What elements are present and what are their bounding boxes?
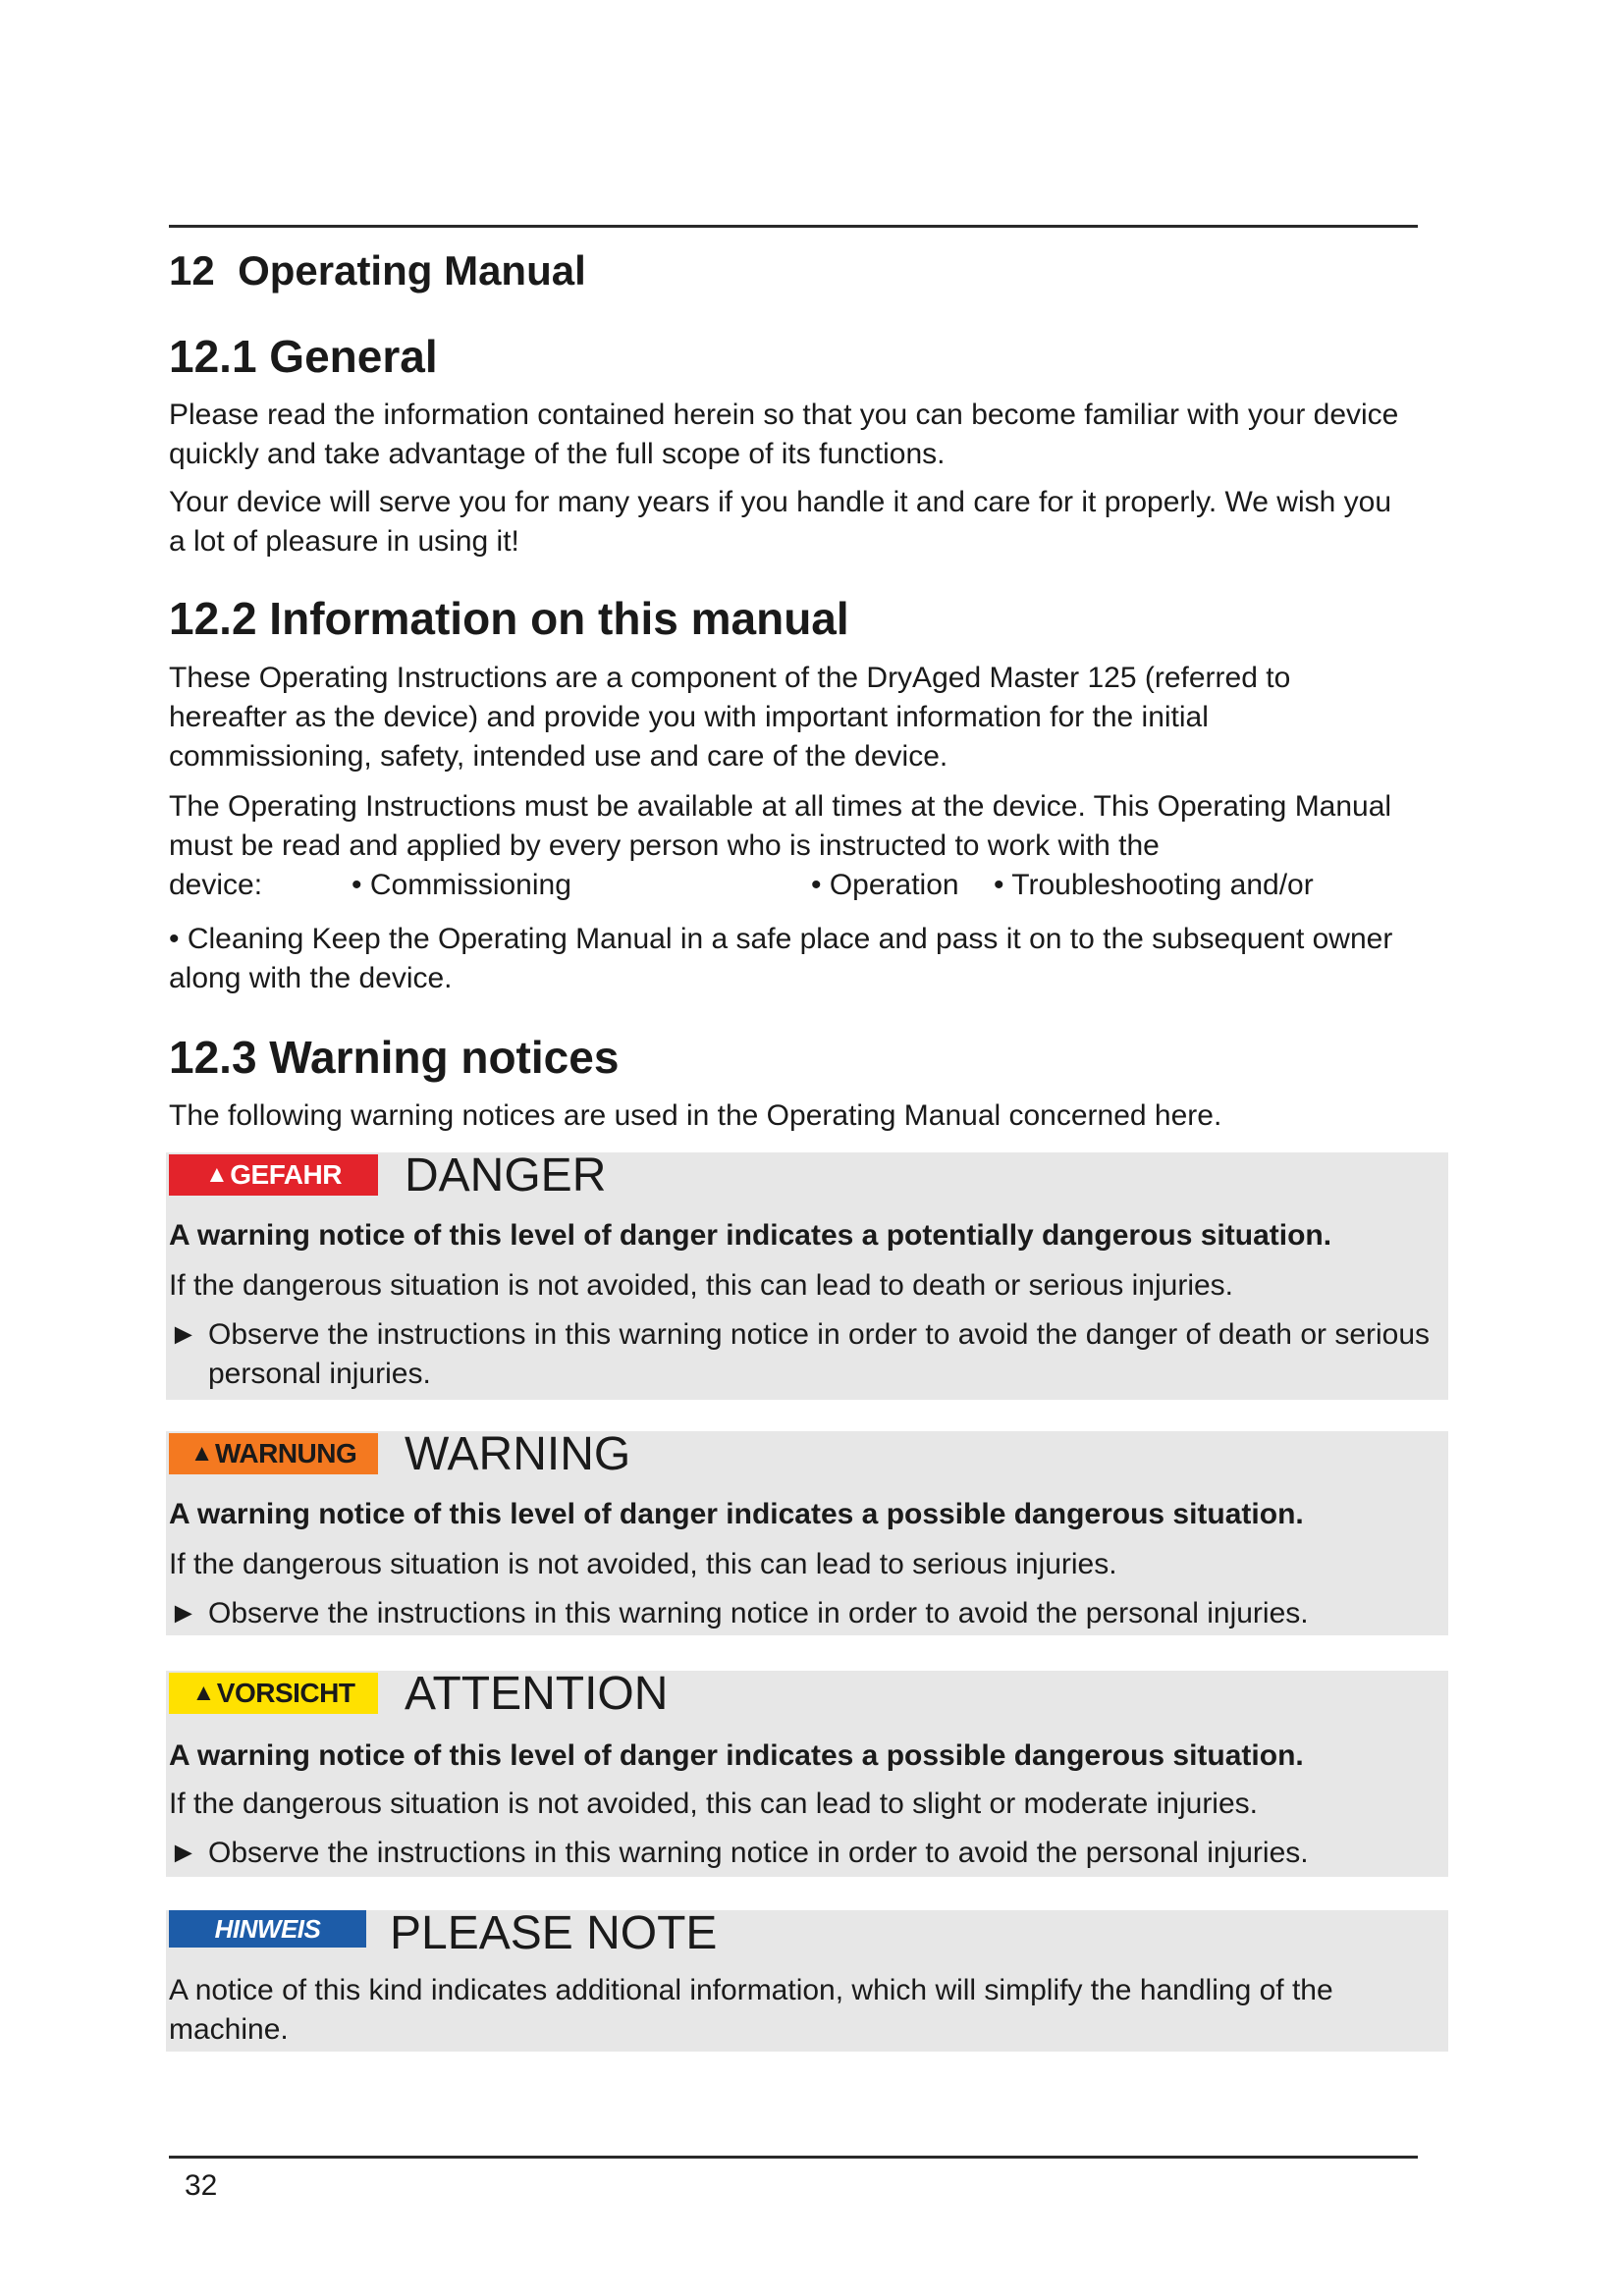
activity-list: [169, 869, 1426, 908]
caution-consequence: If the dangerous situation is not avoided, this can lead to slight or moderate injuries.: [169, 1788, 1258, 1820]
warning-signal-word: WARNING: [405, 1428, 631, 1480]
note-label-badge: HINWEIS: [169, 1910, 366, 1948]
activity-commissioning: • Commissioning: [352, 869, 571, 901]
footer-rule: [169, 2156, 1418, 2159]
header-rule: [169, 225, 1418, 228]
warnings-intro: The following warning notices are used in the Operating Manual concerned here.: [169, 1099, 1222, 1132]
action-arrow-icon: ►: [169, 1837, 198, 1869]
warning-description: A warning notice of this level of danger indicates a possible dangerous situation.: [169, 1498, 1304, 1530]
info-paragraph-3: • Cleaning Keep the Operating Manual in a safe place and pass it on to the subsequent owner along with the device.: [169, 923, 1393, 994]
info-paragraph-2: The Operating Instructions must be available at all times at the device. This Operating Manual must be read and applied by every person who is instructed to work with the: [169, 790, 1392, 862]
note-description: A notice of this kind indicates additional information, which will simplify the handling of the machine.: [169, 1974, 1333, 2046]
caution-label-badge: ▲ VORSICHT: [169, 1673, 378, 1714]
general-paragraph-2: Your device will serve you for many years if you handle it and care for it properly. We wish you a lot of pleasure in using it!: [169, 486, 1392, 558]
warning-triangle-icon: ▲: [191, 1680, 215, 1706]
warning-label-badge: ▲ WARNUNG: [169, 1433, 378, 1474]
section-warnings-heading: 12.3 Warning notices: [169, 1032, 620, 1083]
action-arrow-icon: ►: [169, 1597, 198, 1629]
section-general-heading: 12.1 General: [169, 331, 438, 382]
chapter-title: 12 Operating Manual: [169, 247, 586, 294]
caution-action: ► Observe the instructions in this warning notice in order to avoid the personal injuries.: [169, 1834, 1445, 1873]
activity-troubleshooting: • Troubleshooting and/or: [994, 869, 1314, 901]
danger-notice: [166, 1149, 1448, 1400]
danger-signal-word: DANGER: [405, 1149, 607, 1201]
warning-triangle-icon: ▲: [205, 1161, 229, 1188]
danger-description: A warning notice of this level of danger indicates a potentially dangerous situation.: [169, 1219, 1332, 1252]
page-number: 32: [185, 2169, 218, 2202]
note-notice: [166, 1907, 1448, 2052]
note-signal-word: PLEASE NOTE: [390, 1907, 718, 1959]
caution-description: A warning notice of this level of danger indicates a possible dangerous situation.: [169, 1739, 1304, 1772]
activity-operation: • Operation: [811, 869, 959, 901]
danger-consequence: If the dangerous situation is not avoided, this can lead to death or serious injuries.: [169, 1269, 1233, 1302]
caution-notice: [166, 1668, 1448, 1877]
danger-action: ► Observe the instructions in this warning notice in order to avoid the danger of death or serious personal injuries.: [169, 1315, 1445, 1394]
warning-triangle-icon: ▲: [189, 1440, 213, 1467]
action-arrow-icon: ►: [169, 1318, 198, 1351]
info-paragraph-1: These Operating Instructions are a component of the DryAged Master 125 (referred to hereafter as the device) and provide you with important information for the initial commissioning, safety, intended use and care of the device.: [169, 662, 1291, 773]
warning-consequence: If the dangerous situation is not avoided, this can lead to serious injuries.: [169, 1548, 1117, 1580]
caution-signal-word: ATTENTION: [405, 1668, 669, 1720]
activity-device-label: device:: [169, 869, 263, 901]
warning-action: ► Observe the instructions in this warning notice in order to avoid the personal injuries.: [169, 1594, 1445, 1633]
general-paragraph-1: Please read the information contained herein so that you can become familiar with your device quickly and take advantage of the full scope of its functions.: [169, 399, 1399, 470]
section-info-heading: 12.2 Information on this manual: [169, 593, 849, 644]
danger-label-badge: ▲ GEFAHR: [169, 1154, 378, 1196]
warning-notice: [166, 1428, 1448, 1635]
